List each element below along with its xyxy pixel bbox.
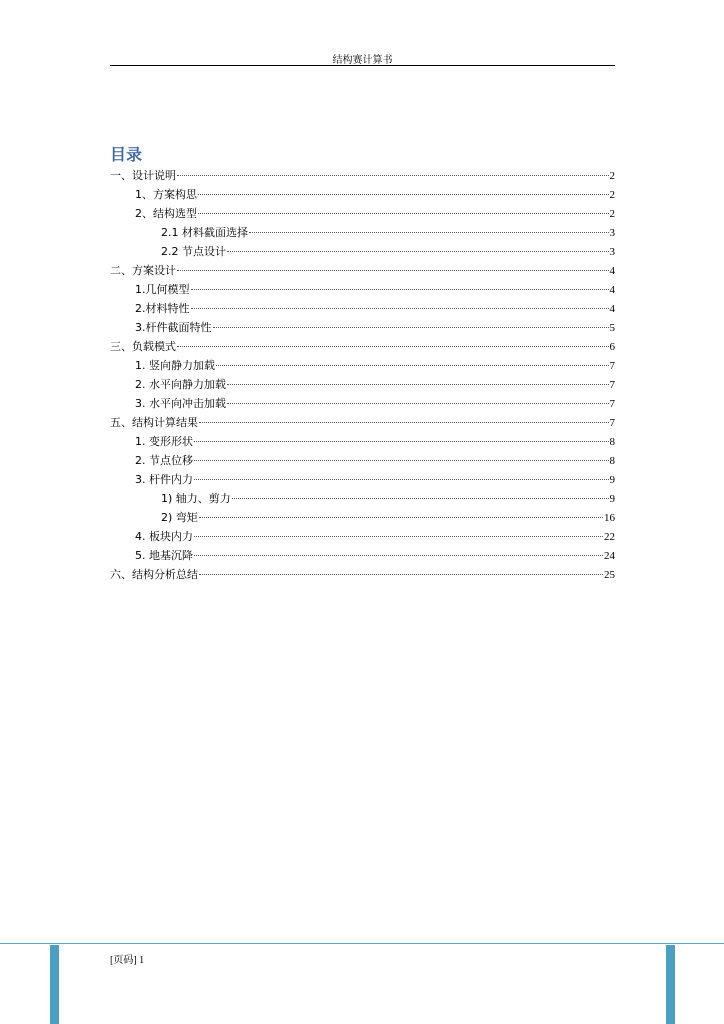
toc-entry-page-number: 2 (609, 170, 615, 182)
toc-entry-page-number: 7 (609, 360, 615, 372)
toc-entry-page-number: 22 (604, 531, 615, 543)
toc-dot-leader (199, 517, 603, 518)
toc-dot-leader (216, 365, 609, 366)
toc-entry[interactable] (110, 166, 615, 185)
toc-entry-text: 二、方案设计 (110, 264, 176, 277)
toc-entry-page-number: 3 (609, 227, 615, 239)
toc-dot-leader (227, 251, 609, 252)
toc-entry-page-number: 9 (609, 474, 615, 486)
toc-entry-text: 5. 地基沉降 (135, 549, 193, 562)
toc-dot-leader (177, 270, 609, 271)
toc-entry-text: 一、设计说明 (110, 169, 176, 182)
toc-entry-text: 2.材料特性 (135, 302, 190, 315)
toc-entry-page-number: 2 (609, 208, 615, 220)
toc-entry-page-number: 16 (604, 512, 615, 524)
toc-dot-leader (194, 460, 609, 461)
toc-entry-page-number: 4 (609, 265, 615, 277)
toc-dot-leader (227, 403, 609, 404)
toc-entry-text: 六、结构分析总结 (110, 568, 198, 581)
toc-entry-page-number: 8 (609, 455, 615, 467)
toc-entry-text: 2. 水平向静力加载 (135, 378, 226, 391)
table-of-contents (110, 166, 615, 584)
toc-entry-text: 2.1 材料截面选择 (161, 226, 248, 239)
toc-entry[interactable] (110, 413, 615, 432)
toc-dot-leader (232, 498, 609, 499)
footer-accent-bar-left (50, 945, 59, 1024)
toc-entry-page-number: 8 (609, 436, 615, 448)
toc-entry-page-number: 6 (609, 341, 615, 353)
toc-entry-text: 2、结构选型 (135, 207, 197, 220)
toc-dot-leader (249, 232, 609, 233)
toc-heading: 目录 (110, 145, 143, 164)
footer-divider (0, 943, 724, 944)
toc-entry[interactable] (110, 337, 615, 356)
toc-entry[interactable] (110, 432, 615, 451)
toc-entry[interactable] (110, 318, 615, 337)
footer-page-label: [页码] 1 (110, 955, 145, 966)
toc-entry[interactable] (110, 489, 615, 508)
toc-dot-leader (227, 384, 609, 385)
toc-entry-text: 3.杆件截面特性 (135, 321, 212, 334)
toc-entry[interactable] (110, 451, 615, 470)
toc-entry-page-number: 5 (609, 322, 615, 334)
toc-entry-text: 3. 水平向冲击加载 (135, 397, 226, 410)
toc-entry-page-number: 4 (609, 303, 615, 315)
toc-entry[interactable] (110, 375, 615, 394)
toc-entry-text: 三、负载模式 (110, 340, 176, 353)
toc-entry-text: 1. 变形形状 (135, 435, 193, 448)
toc-entry-text: 4. 板块内力 (135, 530, 193, 543)
toc-entry-page-number: 3 (609, 246, 615, 258)
toc-entry[interactable] (110, 223, 615, 242)
toc-entry[interactable] (110, 261, 615, 280)
toc-dot-leader (177, 346, 609, 347)
toc-entry[interactable] (110, 470, 615, 489)
toc-entry-text: 五、结构计算结果 (110, 416, 198, 429)
footer-accent-bar-right (666, 945, 675, 1024)
toc-entry[interactable] (110, 356, 615, 375)
toc-dot-leader (198, 194, 609, 195)
header-rule (110, 65, 615, 66)
toc-dot-leader (191, 308, 609, 309)
toc-entry-text: 1) 轴力、剪力 (161, 492, 231, 505)
toc-dot-leader (194, 555, 603, 556)
toc-entry-text: 2) 弯矩 (161, 511, 198, 524)
toc-dot-leader (194, 479, 609, 480)
toc-entry-page-number: 24 (604, 550, 615, 562)
toc-dot-leader (198, 213, 609, 214)
toc-dot-leader (213, 327, 609, 328)
toc-dot-leader (194, 536, 603, 537)
toc-entry-page-number: 25 (604, 569, 615, 581)
toc-entry[interactable] (110, 242, 615, 261)
toc-entry-text: 1、方案构思 (135, 188, 197, 201)
toc-entry[interactable] (110, 280, 615, 299)
toc-entry-text: 1.几何模型 (135, 283, 190, 296)
toc-entry[interactable] (110, 299, 615, 318)
toc-entry[interactable] (110, 185, 615, 204)
toc-dot-leader (194, 441, 609, 442)
toc-entry-text: 3. 杆件内力 (135, 473, 193, 486)
toc-entry-page-number: 9 (609, 493, 615, 505)
toc-entry[interactable] (110, 394, 615, 413)
toc-entry-text: 1. 竖向静力加载 (135, 359, 215, 372)
toc-entry[interactable] (110, 546, 615, 565)
toc-entry-page-number: 7 (609, 379, 615, 391)
toc-dot-leader (177, 175, 609, 176)
toc-entry-page-number: 4 (609, 284, 615, 296)
toc-entry-page-number: 7 (609, 398, 615, 410)
toc-entry-page-number: 2 (609, 189, 615, 201)
toc-dot-leader (191, 289, 609, 290)
toc-dot-leader (199, 422, 609, 423)
toc-entry[interactable] (110, 204, 615, 223)
toc-entry-text: 2. 节点位移 (135, 454, 193, 467)
toc-entry[interactable] (110, 527, 615, 546)
toc-entry-page-number: 7 (609, 417, 615, 429)
toc-dot-leader (199, 574, 603, 575)
toc-entry[interactable] (110, 508, 615, 527)
toc-entry[interactable] (110, 565, 615, 584)
page-header-title: 结构赛计算书 (332, 55, 393, 66)
toc-entry-text: 2.2 节点设计 (161, 245, 226, 258)
